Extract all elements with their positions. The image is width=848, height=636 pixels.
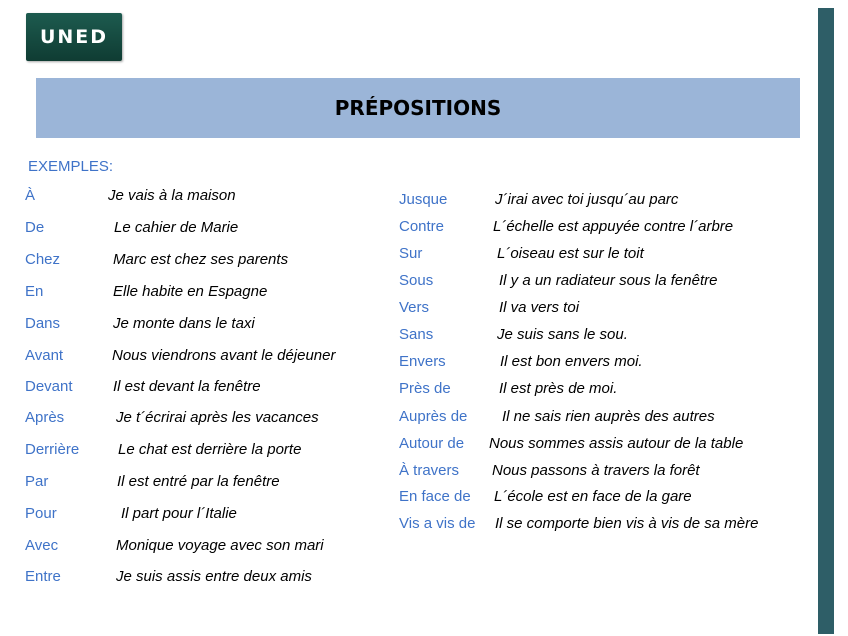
example-sentence: Il est bon envers moi. — [500, 353, 643, 370]
preposition: Autour de — [399, 435, 465, 452]
preposition: Dans — [25, 315, 61, 332]
decorative-side-bar — [818, 8, 834, 634]
example-sentence: Monique voyage avec son mari — [116, 537, 324, 554]
example-sentence: Il est devant la fenêtre — [113, 378, 261, 395]
preposition: Sur — [399, 245, 423, 262]
example-sentence: Le chat est derrière la porte — [118, 441, 302, 458]
example-sentence: L´échelle est appuyée contre l´arbre — [493, 218, 734, 235]
title-band — [36, 78, 800, 138]
example-sentence: Nous viendrons avant le déjeuner — [112, 347, 336, 364]
preposition: En — [25, 283, 44, 300]
preposition: En face de — [399, 488, 471, 505]
example-sentence: L´école est en face de la gare — [494, 488, 692, 505]
preposition: Près de — [399, 380, 451, 397]
preposition: Contre — [399, 218, 445, 235]
page-title: PRÉPOSITIONS — [334, 96, 502, 120]
uned-logo — [26, 13, 122, 61]
preposition: Sans — [399, 326, 434, 343]
preposition: Entre — [25, 568, 61, 585]
example-sentence: Nous passons à travers la forêt — [492, 462, 700, 479]
example-sentence: Marc est chez ses parents — [113, 251, 289, 268]
example-sentence: Je monte dans le taxi — [113, 315, 255, 332]
preposition: Avec — [25, 537, 59, 554]
example-sentence: Il part pour l´Italie — [121, 505, 237, 522]
example-sentence: Nous sommes assis autour de la table — [489, 435, 744, 452]
preposition: Chez — [25, 251, 61, 268]
logo-text: UNED — [39, 26, 109, 48]
example-sentence: L´oiseau est sur le toit — [497, 245, 644, 262]
example-sentence: Il ne sais rien auprès des autres — [502, 408, 715, 425]
preposition: Pour — [25, 505, 57, 522]
example-sentence: Elle habite en Espagne — [113, 283, 268, 300]
example-sentence: Je t´écrirai après les vacances — [116, 409, 319, 426]
preposition: À — [25, 187, 36, 204]
example-sentence: Le cahier de Marie — [114, 219, 239, 236]
preposition: Avant — [25, 347, 64, 364]
example-sentence: Je vais à la maison — [108, 187, 236, 204]
preposition: Jusque — [399, 191, 448, 208]
preposition: À travers — [399, 462, 460, 479]
preposition: Vers — [399, 299, 430, 316]
example-sentence: Il se comporte bien vis à vis de sa mère — [495, 515, 759, 532]
preposition: Derrière — [25, 441, 80, 458]
example-sentence: Il y a un radiateur sous la fenêtre — [499, 272, 718, 289]
example-sentence: Il va vers toi — [499, 299, 580, 316]
preposition: Par — [25, 473, 49, 490]
examples-label: EXEMPLES: — [28, 158, 114, 175]
example-sentence: J´irai avec toi jusqu´au parc — [495, 191, 679, 208]
preposition: Auprès de — [399, 408, 468, 425]
preposition: Après — [25, 409, 65, 426]
preposition: Sous — [399, 272, 434, 289]
example-sentence: Il est entré par la fenêtre — [117, 473, 280, 490]
example-sentence: Je suis sans le sou. — [497, 326, 628, 343]
preposition: Vis a vis de — [399, 515, 476, 532]
example-sentence: Il est près de moi. — [499, 380, 618, 397]
example-sentence: Je suis assis entre deux amis — [116, 568, 312, 585]
preposition: De — [25, 219, 45, 236]
preposition: Envers — [399, 353, 446, 370]
preposition: Devant — [25, 378, 73, 395]
